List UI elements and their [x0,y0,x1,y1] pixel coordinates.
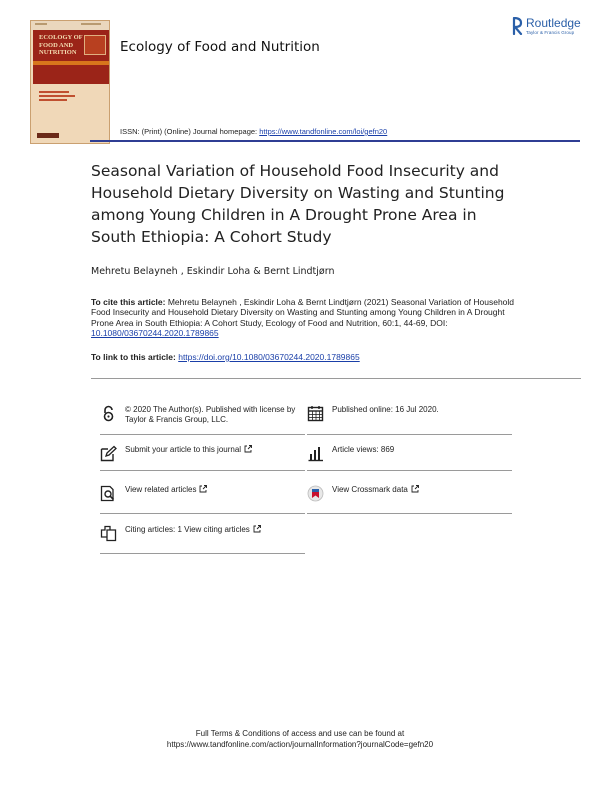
issn-line [120,127,387,136]
article-title: Seasonal Variation of Household Food Insecurity and Household Dietary Diversity on Wasting and Stunting among Young Children in A Drought Prone Area in South Ethiopia: A Cohort Study [91,162,505,246]
related-articles-link[interactable] [100,485,305,502]
cover-top-strip [31,21,109,30]
edit-icon [100,445,117,462]
article-views [307,445,512,462]
article-doi-url[interactable]: https://doi.org/10.1080/03670244.2020.1789865 [178,352,360,362]
grid-divider [307,434,512,435]
publisher-brand: Routledge [526,16,581,30]
submit-article-link[interactable] [100,445,305,462]
journal-cover-image [30,20,110,144]
header-divider [90,140,580,142]
open-access-license [100,405,305,425]
journal-name[interactable]: Ecology of Food and Nutrition [120,39,320,55]
issn-prefix: ISSN: (Print) (Online) Journal homepage: [120,127,260,136]
document-search-icon [100,485,117,502]
submit-text: Submit your article to this journal [125,445,242,454]
cover-title-block [33,30,109,84]
cover-band [33,61,109,65]
external-link-icon [253,525,261,533]
open-access-icon [100,405,117,422]
link-label: To link to this article: [91,352,179,362]
citation-text: Mehretu Belayneh , Eskindir Loha & Bernt Lindtjørn (2021) Seasonal Variation of Household Food Insecurity and Household Dietary Diversity on Wasting and Stunting among Young Children in A Drought Prone Area in South Ethiopia: A Cohort Study, Ecology of Food and Nutrition, 60:1, 44-69, DOI: [91,297,515,328]
grid-divider [307,513,512,514]
bar-chart-icon [307,445,324,462]
grid-divider [307,470,512,471]
crossmark-icon [307,485,324,502]
calendar-icon [307,405,324,422]
external-link-icon [199,485,207,493]
publisher-logo [512,16,590,38]
citing-articles-link[interactable] [100,525,305,542]
crossmark-link[interactable] [307,485,512,502]
published-text: Published online: 16 Jul 2020. [332,405,439,414]
terms-text: Full Terms & Conditions of access and use can be found at [195,729,405,738]
crossmark-text: View Crossmark data [332,485,408,494]
citation-block [91,297,521,339]
external-link-icon [244,445,252,453]
related-text: View related articles [125,485,197,494]
grid-divider [100,513,305,514]
publisher-tagline: Taylor & Francis Group [526,30,575,35]
routledge-logo-icon [512,17,523,35]
citation-doi-link[interactable]: 10.1080/03670244.2020.1789865 [91,328,219,339]
grid-divider [100,470,305,471]
section-divider [91,378,581,379]
citing-text: Citing articles: 1 View citing articles [125,525,250,534]
grid-divider [100,434,305,435]
journal-information-url[interactable]: https://www.tandfonline.com/action/journalInformation?journalCode=gefn20 [166,740,434,749]
article-authors: Mehretu Belayneh , Eskindir Loha & Bernt Lindtjørn [91,266,335,277]
journal-homepage-link[interactable]: https://www.tandfonline.com/loi/gefn20 [259,127,388,136]
grid-divider [100,553,305,554]
cover-title: ECOLOGY OF FOOD AND NUTRITION [39,34,83,56]
citation-label: To cite this article: [91,297,166,307]
citing-articles-icon [100,525,117,542]
cover-side-box [84,35,106,55]
views-text: Article views: 869 [332,445,395,454]
license-text: © 2020 The Author(s). Published with license by Taylor & Francis Group, LLC. [125,405,296,424]
external-link-icon [411,485,419,493]
cover-publisher-mark [37,133,59,138]
published-date [307,405,512,422]
article-link-line [91,352,360,362]
terms-footer [100,728,500,750]
